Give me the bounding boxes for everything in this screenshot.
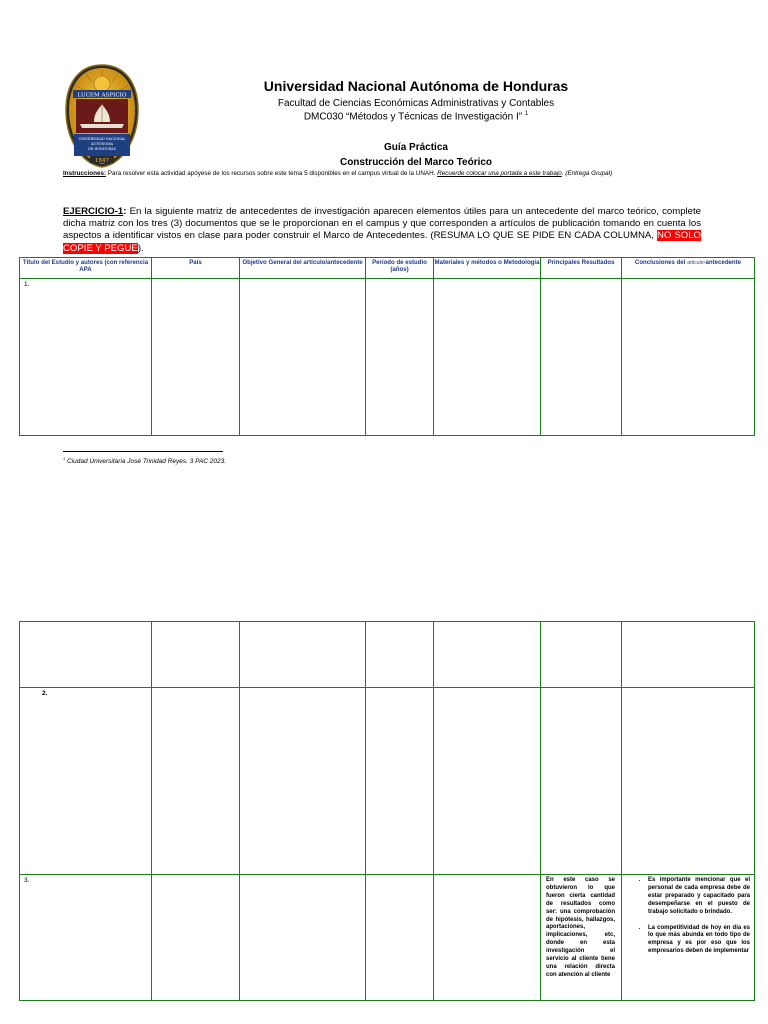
table-row — [20, 875, 755, 1001]
header-country: País — [152, 258, 240, 279]
header-results: Principales Resultados — [541, 258, 622, 279]
results-cell[interactable]: En este caso se obtuvieron lo que fueron cierta cantidad de resultados como ser: una comprobación de hipótesis, hallazgos, aportaciones, implicaciones, etc, donde en esta investigación el servicio al cliente tiene una relación directa con atención al cliente — [541, 875, 622, 1001]
table-cell[interactable] — [541, 688, 622, 875]
table-cell[interactable] — [152, 622, 240, 688]
table-cell[interactable] — [240, 688, 366, 875]
table-cell[interactable] — [240, 622, 366, 688]
svg-text:AUTONOMA: AUTONOMA — [90, 142, 114, 146]
list-item: • La competitividad de hoy en día es lo que más abunda en todo tipo de empresa y es por eso que los empresarios deben de implementar — [648, 925, 750, 957]
table-cell[interactable] — [622, 688, 755, 875]
svg-text:UNIVERSIDAD NACIONAL: UNIVERSIDAD NACIONAL — [78, 137, 126, 141]
conclusions-list — [622, 875, 754, 956]
header-title-authors: Título del Estudio y autores (con referencia APA — [20, 258, 152, 279]
row-number: 1. — [24, 281, 30, 288]
highlight-warning: NO SOLO COPIE Y PEGUE — [63, 230, 701, 254]
table-row — [20, 688, 755, 875]
table-cell[interactable] — [366, 875, 434, 1001]
table-cell[interactable] — [434, 875, 541, 1001]
header-objective: Objetivo General del artículo/antecedente — [240, 258, 366, 279]
instructions: Instrucciones: Para resolver esta actividad apóyese de los recursos sobre este tema 5 disponibles en el campus virtual de la UNAH. Recuerde colocar una portada a este trabajo. (Entrega Grupal) — [63, 170, 613, 177]
antecedents-matrix — [19, 257, 755, 436]
svg-text:LUCEM ASPICIO: LUCEM ASPICIO — [77, 92, 127, 99]
table-row — [20, 622, 755, 688]
conclusions-cell[interactable] — [622, 875, 755, 1001]
svg-text:1847: 1847 — [95, 157, 109, 164]
footnote: $^1$ Ciudad Universitaria José Trinidad Reyes. 3 PAC 2023. — [63, 456, 227, 466]
header-conclusions: Conclusiones del artículo-antecedente — [622, 258, 755, 279]
table-cell[interactable] — [240, 279, 366, 436]
table-cell[interactable] — [152, 875, 240, 1001]
table-row — [20, 279, 755, 436]
table-cell[interactable] — [434, 622, 541, 688]
faculty-name: Facultad de Ciencias Económicas Administrativas y Contables — [277, 98, 555, 109]
antecedents-matrix-continued — [19, 621, 755, 1001]
table-cell[interactable] — [152, 688, 240, 875]
exercise-label: EJERCICIO-1 — [63, 206, 124, 217]
exercise-paragraph: EJERCICIO-1: En la siguiente matriz de antecedentes de investigación aparecen elementos útiles para un antecedente del marco teórico, complete dicha matriz con los tres (3) documentos que se le proporcionan en el campus y que corresponden a artículos de publicación tomando en cuenta los aspectos a identificar vistos en clase para poder construir el Marco de Antecedentes. (RESUMA LO QUE SE PIDE EN CADA COLUMNA, NO SOLO COPIE Y PEGUE). — [63, 206, 701, 254]
guide-title: Guía Práctica — [384, 142, 448, 153]
svg-text:DE HONDURAS: DE HONDURAS — [88, 147, 116, 151]
table-cell[interactable] — [20, 622, 152, 688]
matrix-header-row — [20, 258, 755, 279]
table-cell[interactable] — [622, 622, 755, 688]
table-cell[interactable] — [434, 279, 541, 436]
list-item: • Es importante mencionar que el personal de cada empresa debe de estar preparado y capacitado para desempeñarse en el puesto de trabajo solicitado o brindado. — [648, 877, 750, 917]
table-cell[interactable] — [240, 875, 366, 1001]
footnote-divider — [63, 451, 223, 452]
row-number: 2. — [42, 690, 48, 697]
table-cell[interactable] — [541, 279, 622, 436]
course-name: DMC030 “Métodos y Técnicas de Investigación I” $^1$ — [303, 111, 529, 123]
topic-title: Construcción del Marco Teórico — [339, 157, 493, 168]
university-title: Universidad Nacional Autónoma de Honduras — [263, 78, 569, 94]
header-methods: Materiales y métodos o Metodología — [434, 258, 541, 279]
table-cell[interactable] — [541, 622, 622, 688]
table-cell[interactable] — [622, 279, 755, 436]
table-cell[interactable] — [434, 688, 541, 875]
header-period: Período de estudio (años) — [366, 258, 434, 279]
table-cell[interactable] — [152, 279, 240, 436]
row-number: 3. — [24, 877, 30, 884]
table-cell[interactable] — [366, 279, 434, 436]
footnote-reference: 1 — [524, 111, 529, 117]
table-cell[interactable] — [366, 622, 434, 688]
university-seal-logo — [64, 64, 140, 168]
table-cell[interactable] — [366, 688, 434, 875]
